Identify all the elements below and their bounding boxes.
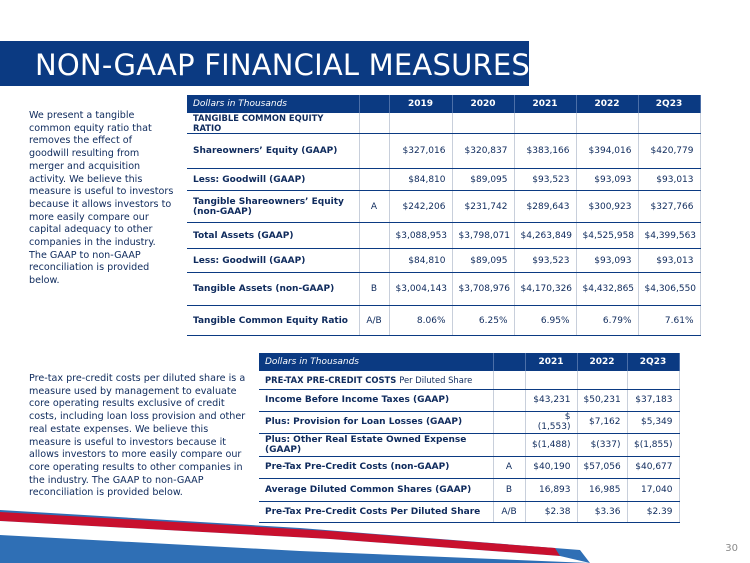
value-cell: $3,708,976: [452, 273, 514, 306]
table-header-label: Dollars in Thousands: [187, 95, 359, 113]
row-code: B: [493, 478, 525, 501]
value-cell: $7,162: [577, 411, 627, 433]
pre-credit-costs-table: [259, 353, 680, 523]
row-label: Tangible Shareowners’ Equity (non-GAAP): [187, 191, 359, 223]
row-code: A: [493, 456, 525, 478]
row-code: [493, 433, 525, 456]
empty-cell: [525, 371, 577, 389]
table-row: [187, 249, 700, 273]
row-label: Less: Goodwill (GAAP): [187, 249, 359, 273]
value-cell: 7.61%: [638, 306, 700, 336]
value-cell: $40,677: [627, 456, 679, 478]
value-cell: $93,523: [514, 169, 576, 191]
value-cell: $320,837: [452, 134, 514, 169]
row-label: Plus: Provision for Loan Losses (GAAP): [259, 411, 493, 433]
value-cell: $4,399,563: [638, 223, 700, 249]
row-code: A/B: [493, 501, 525, 522]
empty-cell: [359, 113, 389, 134]
value-cell: $(337): [577, 433, 627, 456]
row-code: A: [359, 191, 389, 223]
value-cell: $383,166: [514, 134, 576, 169]
value-cell: $93,093: [576, 249, 638, 273]
table-header-row: [259, 353, 679, 371]
page-title: NON-GAAP FINANCIAL MEASURES: [35, 48, 530, 82]
value-cell: $3.36: [577, 501, 627, 522]
row-label: Tangible Assets (non-GAAP): [187, 273, 359, 306]
value-cell: $2.38: [525, 501, 577, 522]
table-header-code: [359, 95, 389, 113]
row-label: Tangible Common Equity Ratio: [187, 306, 359, 336]
value-cell: $4,525,958: [576, 223, 638, 249]
empty-cell: [493, 371, 525, 389]
value-cell: $300,923: [576, 191, 638, 223]
row-code: [493, 389, 525, 411]
value-cell: $57,056: [577, 456, 627, 478]
tangible-equity-table: [187, 95, 701, 336]
section-header-row: [187, 113, 700, 134]
value-cell: 16,985: [577, 478, 627, 501]
value-cell: $394,016: [576, 134, 638, 169]
empty-cell: [576, 113, 638, 134]
pre-credit-costs-description: Pre-tax pre-credit costs per diluted share is a measure used by management to evaluate core operating results exclusive of credit costs, including loan loss provision and other real estate expenses. We believe this measure is useful to investors because it allows investors to more easily compare our core operating results to other companies in the industry. The GAAP to non-GAAP reconciliation is provided below.: [29, 373, 246, 499]
value-cell: $(1,488): [525, 433, 577, 456]
empty-cell: [514, 113, 576, 134]
value-cell: $50,231: [577, 389, 627, 411]
value-cell: $2.39: [627, 501, 679, 522]
table-row: [259, 456, 679, 478]
value-cell: 6.25%: [452, 306, 514, 336]
value-cell: $327,766: [638, 191, 700, 223]
value-cell: $242,206: [389, 191, 452, 223]
value-cell: 16,893: [525, 478, 577, 501]
section-label-rest: Per Diluted Share: [399, 374, 473, 385]
column-header: 2Q23: [638, 95, 700, 113]
table-row: [187, 306, 700, 336]
table-row: [187, 191, 700, 223]
value-cell: $4,170,326: [514, 273, 576, 306]
table-header-label: Dollars in Thousands: [259, 353, 493, 371]
row-label: Less: Goodwill (GAAP): [187, 169, 359, 191]
row-code: [359, 134, 389, 169]
value-cell: $3,004,143: [389, 273, 452, 306]
value-cell: $93,013: [638, 249, 700, 273]
empty-cell: [638, 113, 700, 134]
value-cell: $93,093: [576, 169, 638, 191]
value-cell: $93,013: [638, 169, 700, 191]
value-cell: $4,432,865: [576, 273, 638, 306]
column-header: 2021: [514, 95, 576, 113]
page-number: 30: [725, 543, 738, 554]
empty-cell: [627, 371, 679, 389]
row-label: Average Diluted Common Shares (GAAP): [259, 478, 493, 501]
row-code: [493, 411, 525, 433]
section-label: [259, 371, 493, 389]
table-row: [187, 134, 700, 169]
table-row: [187, 169, 700, 191]
value-cell: $4,263,849: [514, 223, 576, 249]
column-header: 2021: [525, 353, 577, 371]
value-cell: 6.79%: [576, 306, 638, 336]
table-row: [259, 433, 679, 456]
row-label: Income Before Income Taxes (GAAP): [259, 389, 493, 411]
value-cell: $89,095: [452, 249, 514, 273]
row-code: [359, 223, 389, 249]
table-row: [259, 501, 679, 522]
value-cell: $327,016: [389, 134, 452, 169]
empty-cell: [577, 371, 627, 389]
table-header-row: [187, 95, 700, 113]
value-cell: 17,040: [627, 478, 679, 501]
table-row: [259, 389, 679, 411]
value-cell: $ (1,553): [525, 411, 577, 433]
table-row: [259, 411, 679, 433]
row-label: Pre-Tax Pre-Credit Costs (non-GAAP): [259, 456, 493, 478]
value-cell: $3,798,071: [452, 223, 514, 249]
column-header: 2022: [576, 95, 638, 113]
column-header: 2022: [577, 353, 627, 371]
value-cell: 8.06%: [389, 306, 452, 336]
value-cell: $37,183: [627, 389, 679, 411]
value-cell: $231,742: [452, 191, 514, 223]
tangible-equity-description: We present a tangible common equity ratio that removes the effect of goodwill resulting from merger and acquisition activity. We believe this measure is useful to investors because it allows investors to more easily compare our capital adequacy to other companies in the industry. The GAAP to non-GAAP reconciliation is provided below.: [29, 110, 174, 287]
value-cell: $40,190: [525, 456, 577, 478]
value-cell: 6.95%: [514, 306, 576, 336]
table-row: [259, 478, 679, 501]
value-cell: $(1,855): [627, 433, 679, 456]
row-label: Pre-Tax Pre-Credit Costs Per Diluted Share: [259, 501, 493, 522]
empty-cell: [452, 113, 514, 134]
value-cell: $43,231: [525, 389, 577, 411]
column-header: 2019: [389, 95, 452, 113]
value-cell: $289,643: [514, 191, 576, 223]
value-cell: $84,810: [389, 169, 452, 191]
value-cell: $5,349: [627, 411, 679, 433]
value-cell: $93,523: [514, 249, 576, 273]
section-header-row: [259, 371, 679, 389]
value-cell: $420,779: [638, 134, 700, 169]
row-code: [359, 249, 389, 273]
empty-cell: [389, 113, 452, 134]
table-row: [187, 223, 700, 249]
section-label-bold: PRE-TAX PRE-CREDIT COSTS: [265, 374, 397, 385]
table-row: [187, 273, 700, 306]
value-cell: $3,088,953: [389, 223, 452, 249]
row-code: [359, 169, 389, 191]
value-cell: $84,810: [389, 249, 452, 273]
table-header-code: [493, 353, 525, 371]
row-code: A/B: [359, 306, 389, 336]
row-label: Total Assets (GAAP): [187, 223, 359, 249]
value-cell: $89,095: [452, 169, 514, 191]
section-label: TANGIBLE COMMON EQUITY RATIO: [187, 113, 359, 134]
row-code: B: [359, 273, 389, 306]
column-header: 2020: [452, 95, 514, 113]
value-cell: $4,306,550: [638, 273, 700, 306]
row-label: Shareowners’ Equity (GAAP): [187, 134, 359, 169]
row-label: Plus: Other Real Estate Owned Expense (GAAP): [259, 433, 493, 456]
column-header: 2Q23: [627, 353, 679, 371]
